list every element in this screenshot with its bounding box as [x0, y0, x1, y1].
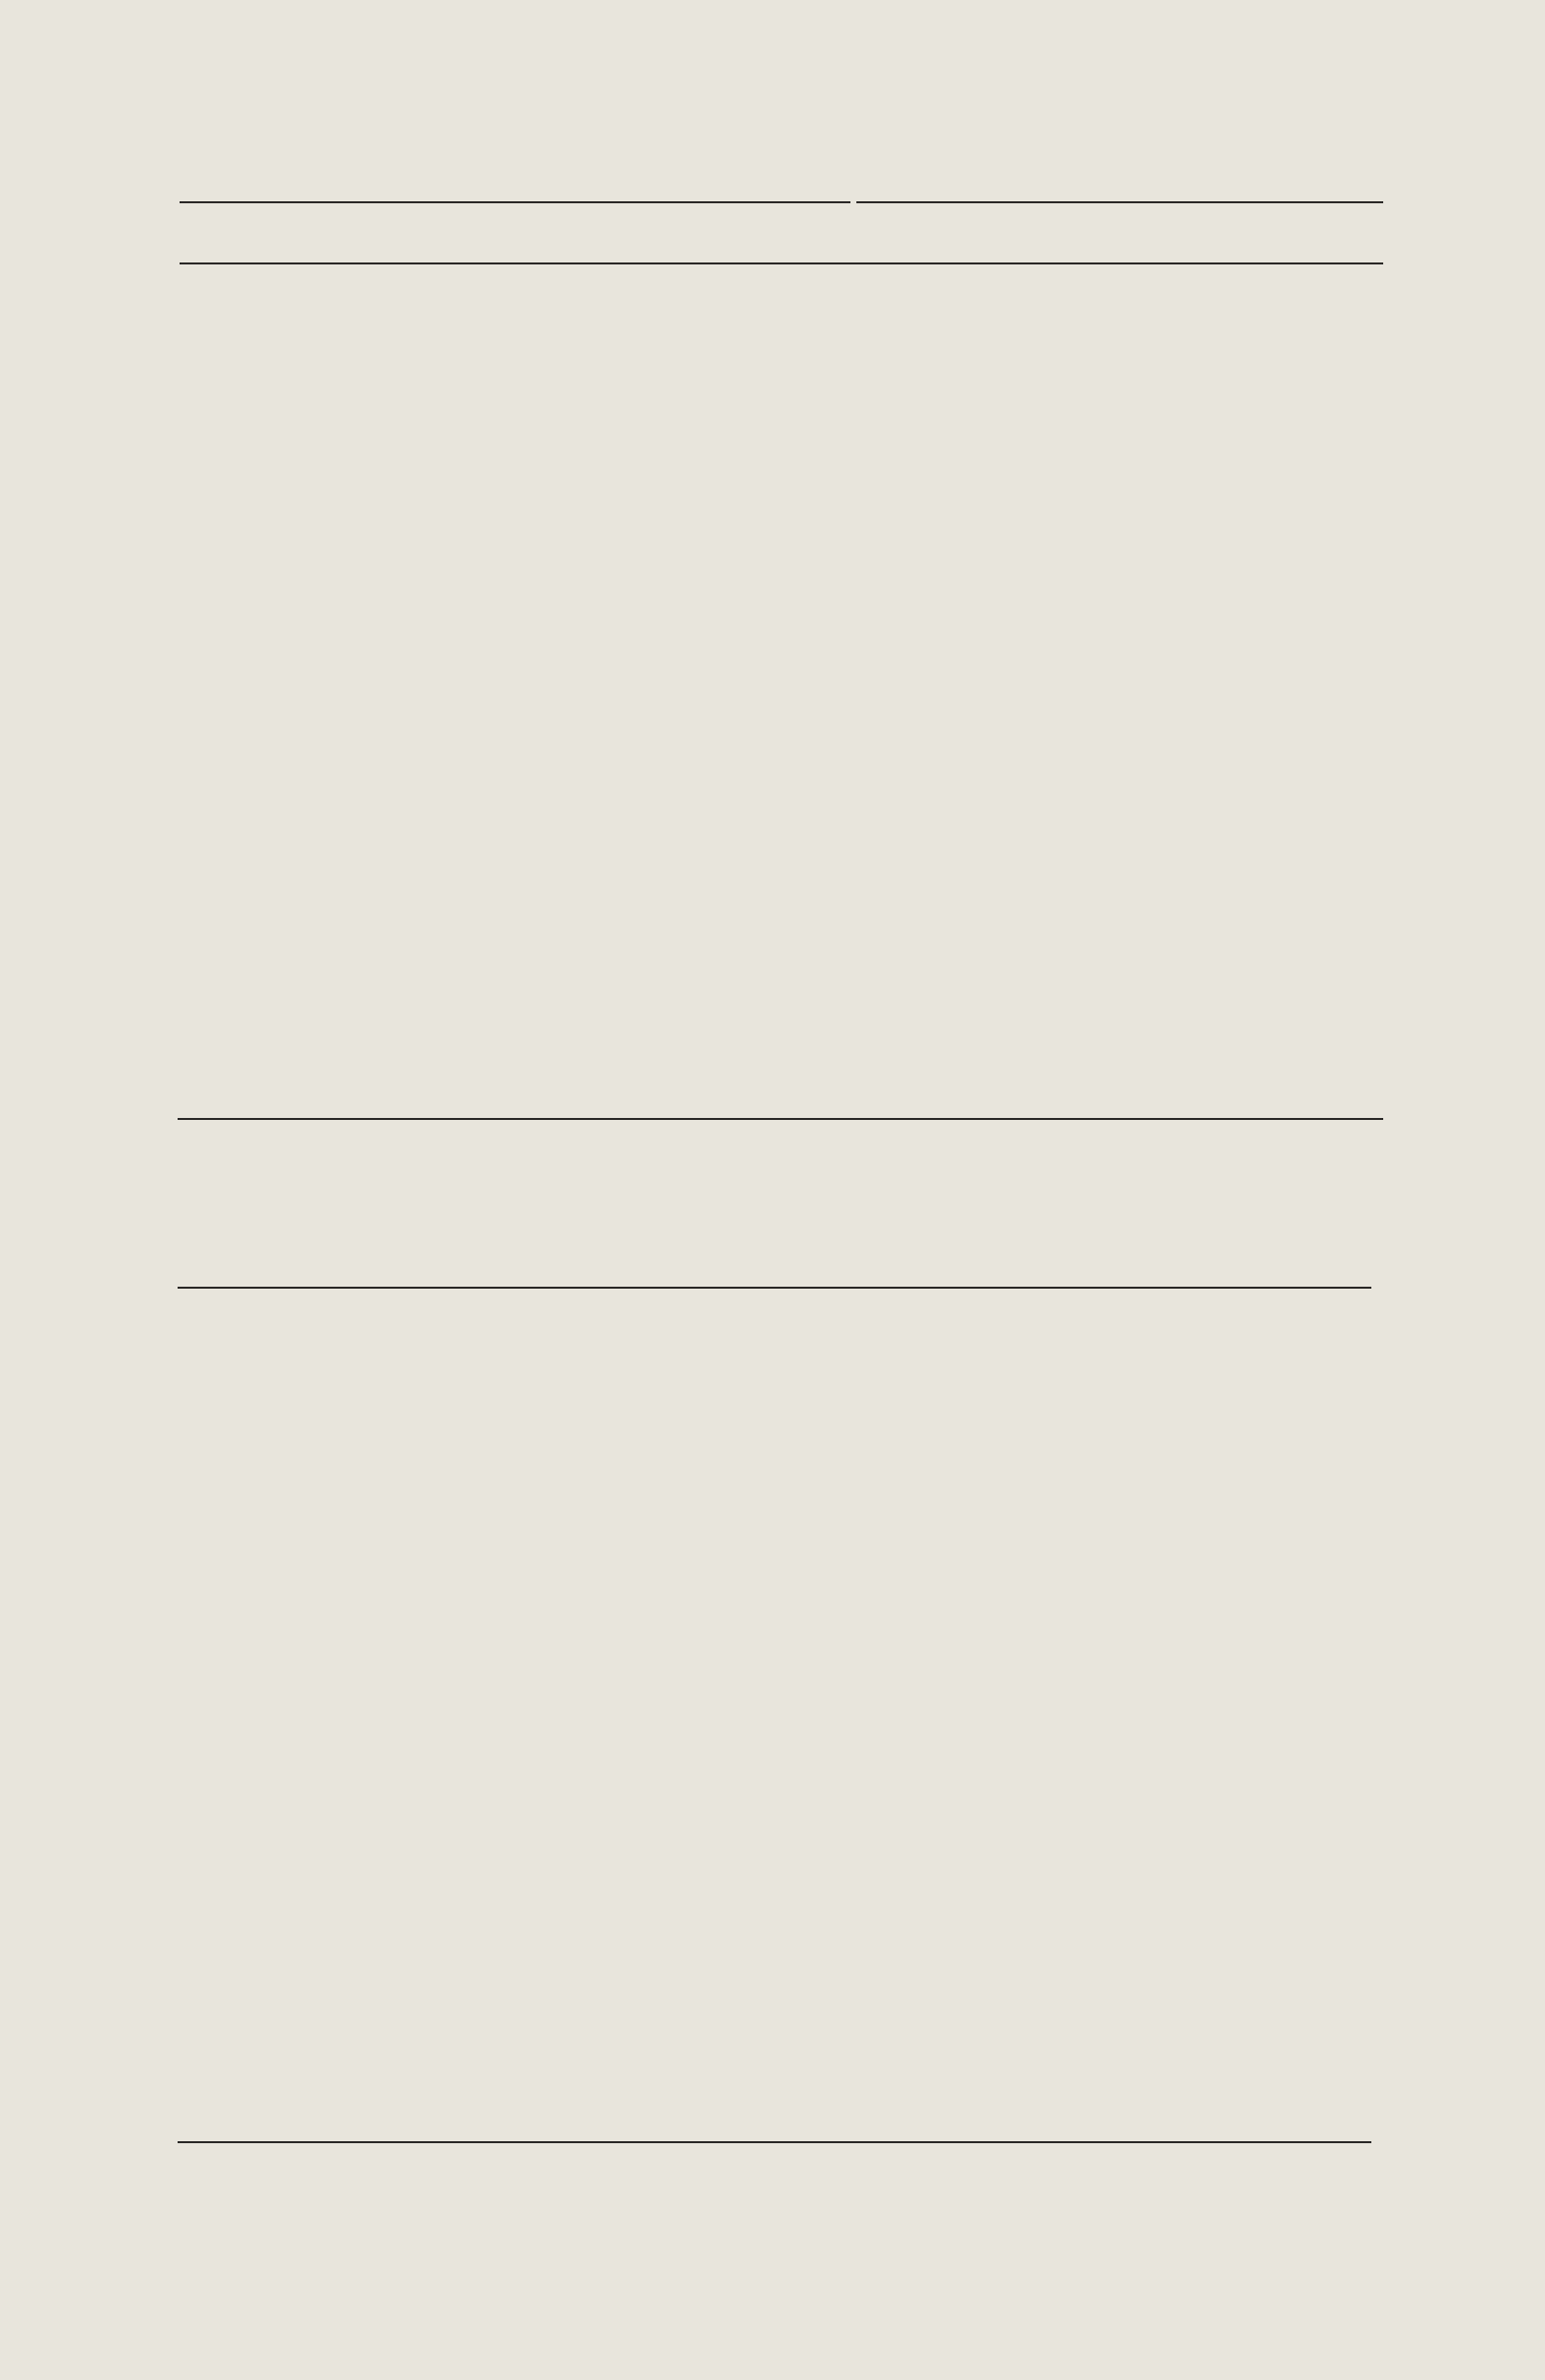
right-side-ad-city	[1397, 1662, 1440, 2254]
left-side-ad-address	[69, 186, 109, 778]
divider-rule	[178, 1287, 1371, 1289]
divider-rule	[856, 201, 1383, 203]
divider-rule	[180, 262, 1383, 264]
divider-rule	[178, 1118, 1383, 1120]
middle-ad-name	[173, 1125, 713, 1273]
left-side-ad-city	[110, 205, 150, 797]
bottom-ad-title	[294, 2153, 1256, 2244]
divider-rule	[178, 2141, 1371, 2143]
divider-rule	[180, 201, 850, 203]
right-side-ad-text	[1401, 247, 1509, 1628]
right-side-ad-address	[1446, 1658, 1490, 2250]
running-head	[180, 217, 1383, 260]
left-side-ad	[41, 839, 150, 2121]
